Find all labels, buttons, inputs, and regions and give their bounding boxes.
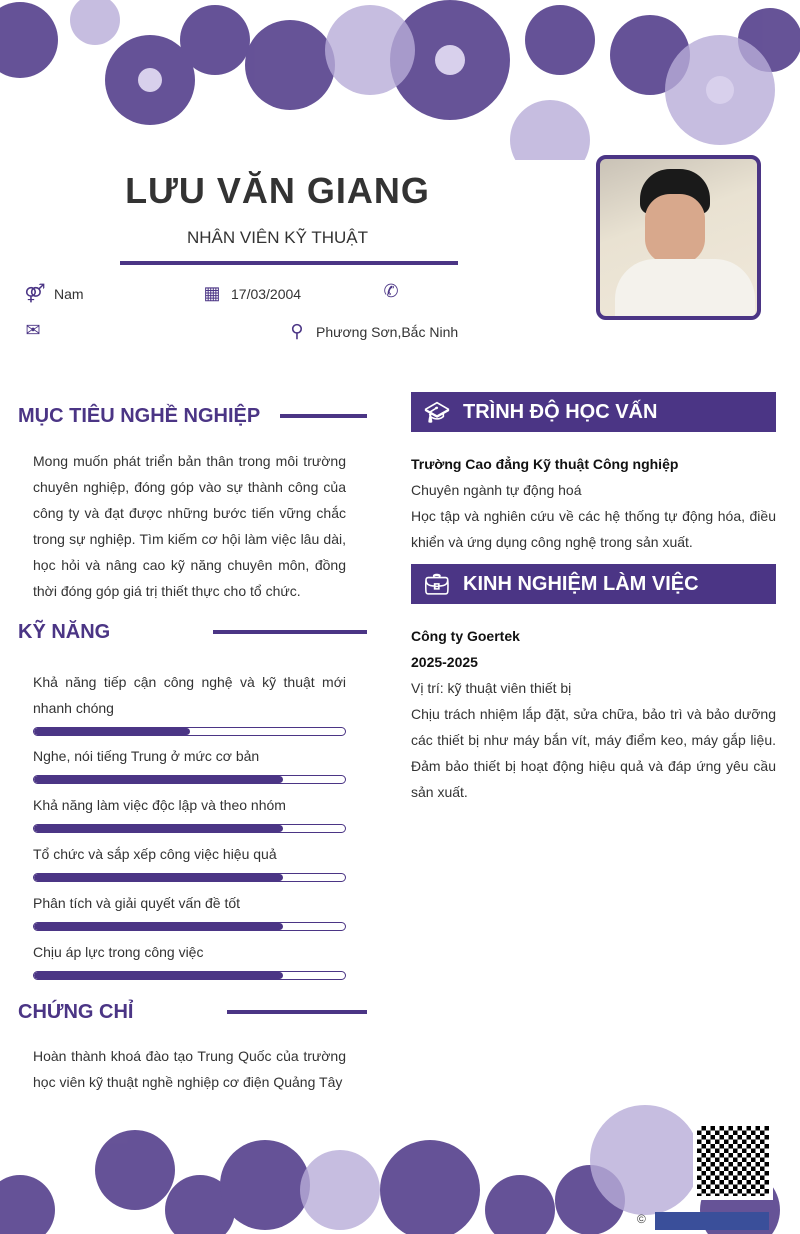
objective-heading: MỤC TIÊU NGHỀ NGHIỆP bbox=[18, 405, 261, 427]
gender-icon: ⚤ bbox=[24, 283, 46, 303]
qr-code bbox=[693, 1122, 773, 1200]
candidate-name: LƯU VĂN GIANG bbox=[125, 170, 430, 211]
skill-item bbox=[33, 841, 346, 882]
education-content bbox=[411, 451, 776, 555]
footer-bar bbox=[655, 1212, 769, 1230]
email bbox=[22, 320, 52, 341]
skill-level-bar bbox=[33, 971, 346, 980]
skill-level-bar bbox=[33, 727, 346, 736]
certificate-text: Hoàn thành khoá đào tạo Trung Quốc của trường học viên kỹ thuật nghề nghiệp cơ điện Quảng Tây bbox=[33, 1048, 346, 1090]
skill-level-fill bbox=[34, 728, 190, 735]
company-name: Công ty Goertek bbox=[411, 628, 520, 644]
copyright-symbol: © bbox=[637, 1212, 646, 1226]
address: ⚲ Phương Sơn,Bắc Ninh bbox=[286, 321, 458, 342]
skill-item bbox=[33, 792, 346, 833]
divider bbox=[280, 414, 367, 418]
skill-label: Tổ chức và sắp xếp công việc hiệu quả bbox=[33, 846, 277, 862]
skill-item bbox=[33, 743, 346, 784]
skill-label: Khả năng tiếp cận công nghệ và kỹ thuật mới nhanh chóng bbox=[33, 674, 346, 716]
experience-description: Chịu trách nhiệm lắp đặt, sửa chữa, bảo trì và bảo dưỡng các thiết bị như máy bắn vít, máy điểm keo, máy gắp liệu. Đảm bảo thiết bị hoạt động hiệu quả và đáp ứng yêu cầu sản xuất. bbox=[411, 706, 776, 800]
skill-level-bar bbox=[33, 775, 346, 784]
briefcase-icon: 💼︎ bbox=[424, 573, 450, 596]
skill-level-fill bbox=[34, 874, 283, 881]
skill-level-fill bbox=[34, 825, 283, 832]
skill-label: Phân tích và giải quyết vấn đề tốt bbox=[33, 895, 241, 911]
skill-level-bar bbox=[33, 873, 346, 882]
skill-level-fill bbox=[34, 776, 283, 783]
certificates-heading: CHỨNG CHỈ bbox=[18, 1001, 134, 1023]
flower-decoration-top bbox=[0, 0, 800, 160]
skill-label: Nghe, nói tiếng Trung ở mức cơ bản bbox=[33, 748, 260, 764]
major: Chuyên ngành tự động hoá bbox=[411, 482, 582, 498]
skill-level-bar bbox=[33, 824, 346, 833]
email-icon: ✉ bbox=[25, 320, 41, 340]
skill-label: Chịu áp lực trong công việc bbox=[33, 944, 204, 960]
position: Vị trí: kỹ thuật viên thiết bị bbox=[411, 680, 572, 696]
skill-item bbox=[33, 669, 346, 736]
gender: ⚤ Nam bbox=[24, 283, 84, 303]
education-description: Học tập và nghiên cứu về các hệ thống tự động hóa, điều khiển và ứng dụng công nghệ trong sản xuất. bbox=[411, 508, 776, 550]
skill-level-fill bbox=[34, 923, 283, 930]
profile-photo bbox=[596, 155, 761, 320]
divider bbox=[227, 1010, 367, 1014]
phone-icon: ✆ bbox=[383, 281, 399, 301]
skills-heading: KỸ NĂNG bbox=[18, 621, 111, 643]
calendar-icon: ▦ bbox=[203, 283, 221, 303]
divider bbox=[213, 630, 367, 634]
skill-label: Khả năng làm việc độc lập và theo nhóm bbox=[33, 797, 286, 813]
location-icon: ⚲ bbox=[290, 321, 304, 341]
experience-content bbox=[411, 623, 776, 805]
education-header: 🎓︎ TRÌNH ĐỘ HỌC VẤN bbox=[411, 392, 776, 432]
school-name: Trường Cao đẳng Kỹ thuật Công nghiệp bbox=[411, 456, 679, 472]
phone bbox=[380, 281, 410, 302]
skill-item bbox=[33, 890, 346, 931]
skill-level-bar bbox=[33, 922, 346, 931]
skill-item bbox=[33, 939, 346, 980]
experience-header: 💼︎ KINH NGHIỆM LÀM VIỆC bbox=[411, 564, 776, 604]
birthday: ▦ 17/03/2004 bbox=[201, 283, 301, 304]
objective-text: Mong muốn phát triển bản thân trong môi trường chuyên nghiệp, đóng góp vào sự thành công của công ty và đạt được những bước tiến vững chắc trong sự nghiệp. Tìm kiếm cơ hội làm việc lâu dài, học hỏi và nâng cao kỹ năng chuyên môn, đồng thời đóng góp giá trị thiết thực cho tổ chức. bbox=[33, 453, 346, 599]
job-title: NHÂN VIÊN KỸ THUẬT bbox=[186, 228, 369, 247]
period: 2025-2025 bbox=[411, 654, 478, 670]
graduation-cap-icon: 🎓︎ bbox=[424, 401, 450, 424]
divider bbox=[120, 261, 458, 265]
skill-level-fill bbox=[34, 972, 283, 979]
